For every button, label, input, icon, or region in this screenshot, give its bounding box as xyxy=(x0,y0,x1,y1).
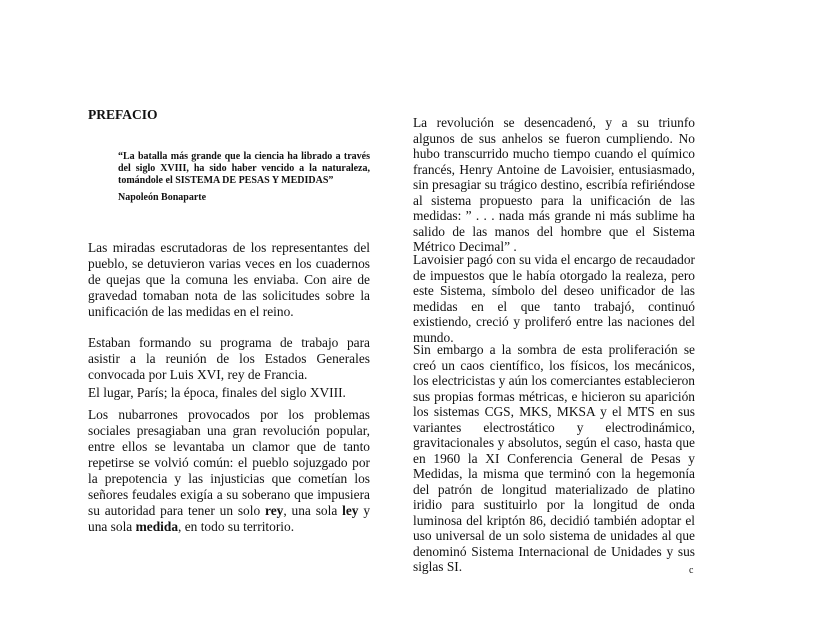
bold-word-rey: rey xyxy=(265,503,284,518)
left-paragraph-2: Estaban formando su programa de trabajo para asistir a la reunión de los Estados Generales convocada por Luis XVI, rey de Francia. xyxy=(88,335,370,382)
left-paragraph-3: El lugar, París; la época, finales del siglo XVIII. xyxy=(88,385,346,400)
text: , en todo su territorio. xyxy=(178,519,295,534)
epigraph-quote: “La batalla más grande que la ciencia ha librado a través del siglo XVIII, ha sido haber vencido a la naturaleza, tomándole el SISTEMA DE PESAS Y MEDIDAS” xyxy=(118,151,370,186)
text: y una sola xyxy=(88,503,371,534)
page-number: c xyxy=(689,565,694,576)
right-paragraph-2: Lavoisier pagó con su vida el encargo de recaudador de impuestos que le había otorgado la realeza, pero este Sistema, símbolo del deseo unificador de las medidas en el que tanto trabajó, continuó existiendo, creció y proliferó entre las naciones del mundo. xyxy=(413,252,695,345)
left-paragraph-1: Las miradas escrutadoras de los representantes del pueblo, se detuvieron varias veces en los cuadernos de quejas que la comuna les enviaba. Con aire de gravedad tomaban nota de las solicitudes sobre la unificación de las medidas en el reino. xyxy=(88,240,370,319)
bold-word-ley: ley xyxy=(342,503,359,518)
right-paragraph-1: La revolución se desencadenó, y a su triunfo algunos de sus anhelos se fueron cumpliendo. No hubo transcurrido mucho tiempo cuando el químico francés, Henry Antoine de Lavoisier, entusiasmado, sin presagiar su trágico destino, escribía refiriéndose al sistema propuesto para la unificación de las medidas: ” . . . nada más grande ni más sublime ha salido de las manos del hombre que el Sistema Métrico Decimal” . xyxy=(413,115,695,254)
epigraph-author: Napoleón Bonaparte xyxy=(118,192,207,203)
left-paragraph-4 xyxy=(88,407,370,535)
text: , una sola xyxy=(283,503,343,518)
page-heading: PREFACIO xyxy=(88,107,158,122)
bold-word-medida: medida xyxy=(135,519,179,534)
right-paragraph-3: Sin embargo a la sombra de esta proliferación se creó un caos científico, los físicos, los mecánicos, los electricistas y aún los comerciantes establecieron sus propias formas métricas, e hicieron su aparición los sistemas CGS, MKS, MKSA y el MTS en sus variantes electrostático y electrodinámico, gravitacionales y absolutos, según el caso, hasta que en 1960 la XI Conferencia General de Pesas y Medidas, la misma que terminó con la hegemonía del patrón de longitud materializado de platino iridio para sustituirlo por la longitud de onda luminosa del kriptón 86, decidió también adoptar el uso universal de un solo sistema de unidades al que denominó Sistema Internacional de Unidades y sus siglas SI. xyxy=(413,342,695,574)
text: Los nubarrones provocados por los problemas sociales presagiaban una gran revolución popular, entre ellos se levantaba un clamor que de tanto repetirse se volvió común: el pueblo sojuzgado por la prepotencia y las injusticias que cometían los señores feudales exigía a su soberano que impusiera su autoridad para tener un solo xyxy=(88,407,370,518)
